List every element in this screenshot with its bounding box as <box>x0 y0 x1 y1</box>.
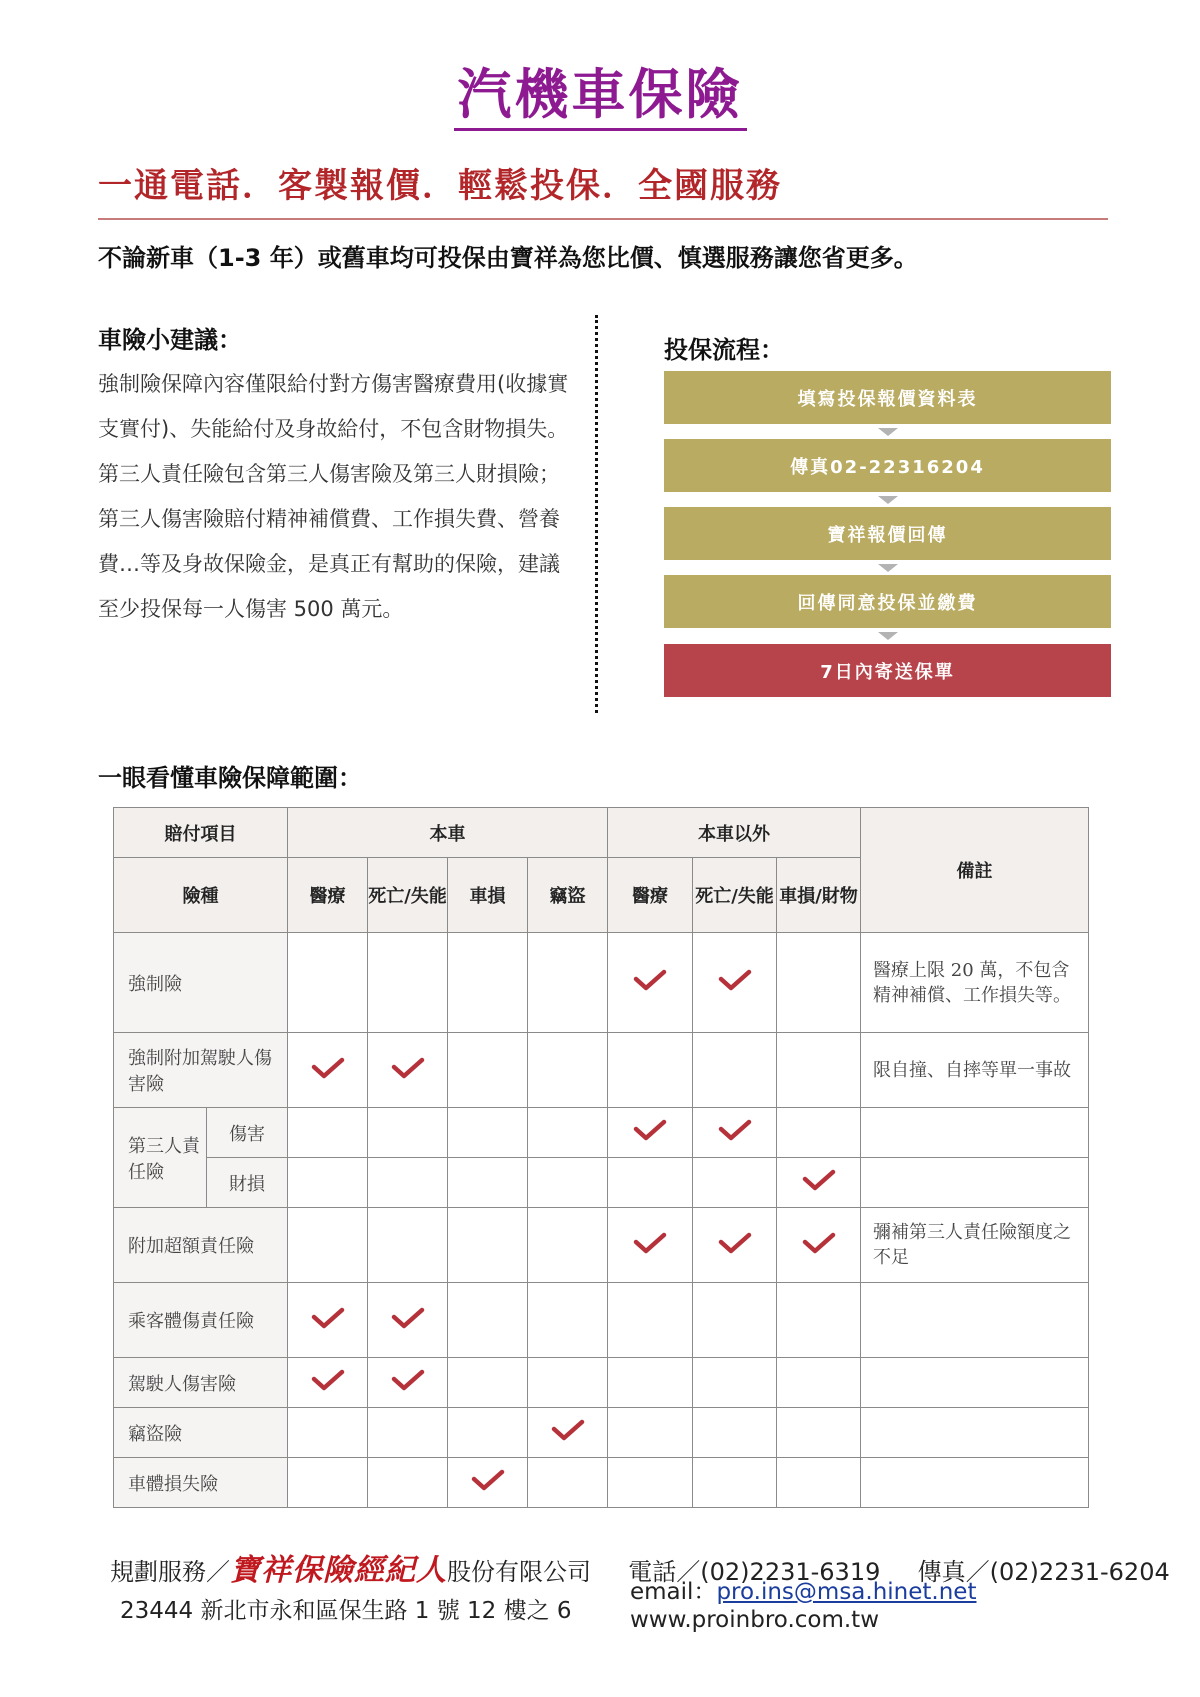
table-cell <box>608 1283 693 1358</box>
table-cell <box>861 1158 1089 1208</box>
header-own-theft: 竊盜 <box>528 858 608 933</box>
down-arrow-icon <box>878 632 898 640</box>
flow-step-3: 寶祥報價回傳 <box>664 507 1111 560</box>
table-cell <box>777 1408 861 1458</box>
check-icon <box>311 1368 345 1392</box>
header-other-medical: 醫療 <box>608 858 693 933</box>
table-cell <box>288 1208 368 1283</box>
check-icon <box>391 1368 425 1392</box>
row-label-compulsory: 強制險 <box>114 933 288 1033</box>
tips-body <box>98 362 580 632</box>
table-cell <box>608 1033 693 1108</box>
table-cell <box>777 1458 861 1508</box>
table-cell <box>777 1033 861 1108</box>
header-other: 本車以外 <box>608 808 861 858</box>
flow-step-1: 填寫投保報價資料表 <box>664 371 1111 424</box>
divider <box>98 218 1108 220</box>
coverage-cell <box>608 1108 693 1158</box>
coverage-cell <box>448 1458 528 1508</box>
table-cell <box>861 1358 1089 1408</box>
table-cell <box>528 1033 608 1108</box>
coverage-table-wrapper <box>113 807 1088 1508</box>
table-cell <box>448 1358 528 1408</box>
down-arrow-icon <box>878 564 898 572</box>
table-cell <box>693 1458 777 1508</box>
table-cell <box>528 1458 608 1508</box>
table-cell <box>368 1158 448 1208</box>
row-label-third-party: 第三人責任險 <box>114 1108 207 1208</box>
table-cell <box>448 1408 528 1458</box>
row-label-body: 車體損失險 <box>114 1458 288 1508</box>
check-icon <box>311 1306 345 1330</box>
flow-step-4: 回傳同意投保並繳費 <box>664 575 1111 628</box>
table-cell <box>448 933 528 1033</box>
header-type: 險種 <box>114 858 288 933</box>
footer-email-label: email： <box>630 1579 717 1605</box>
down-arrow-icon <box>878 428 898 436</box>
website-link[interactable]: www.proinbro.com.tw <box>630 1607 880 1633</box>
table-cell <box>693 1358 777 1408</box>
vertical-divider <box>595 315 598 713</box>
coverage-cell <box>368 1033 448 1108</box>
header-own-damage: 車損 <box>448 858 528 933</box>
table-cell <box>288 1158 368 1208</box>
email-link[interactable]: pro.ins@msa.hinet.net <box>716 1579 977 1605</box>
table-cell <box>368 1108 448 1158</box>
footer-contact <box>630 1578 976 1634</box>
table-cell <box>368 1208 448 1283</box>
table-cell <box>528 1208 608 1283</box>
company-logo: 寶祥保險經紀人 <box>230 1553 447 1588</box>
row-label-compulsory-driver: 強制附加駕駛人傷害險 <box>114 1033 288 1108</box>
table-cell <box>608 1458 693 1508</box>
coverage-cell <box>693 933 777 1033</box>
coverage-cell <box>528 1408 608 1458</box>
check-icon <box>633 1118 667 1142</box>
header-other-property: 車損/財物 <box>777 858 861 933</box>
check-icon <box>391 1056 425 1080</box>
table-cell <box>288 933 368 1033</box>
coverage-cell <box>693 1108 777 1158</box>
note-compulsory-driver: 限自撞、自摔等單一事故 <box>861 1033 1089 1108</box>
table-cell <box>448 1208 528 1283</box>
row-label-excess: 附加超額責任險 <box>114 1208 288 1283</box>
coverage-cell <box>608 933 693 1033</box>
coverage-cell <box>777 1208 861 1283</box>
flow-step-5: 7日內寄送保單 <box>664 644 1111 697</box>
slogan: 一通電話．客製報價．輕鬆投保．全國服務 <box>98 166 782 206</box>
footer-company-suffix: 股份有限公司 <box>447 1558 591 1586</box>
coverage-cell <box>288 1358 368 1408</box>
down-arrow-icon <box>878 496 898 504</box>
check-icon <box>718 1231 752 1255</box>
table-cell <box>368 933 448 1033</box>
table-cell <box>368 1458 448 1508</box>
header-item: 賠付項目 <box>114 808 288 858</box>
check-icon <box>633 968 667 992</box>
coverage-cell <box>693 1208 777 1283</box>
header-other-death: 死亡/失能 <box>693 858 777 933</box>
table-cell <box>288 1408 368 1458</box>
coverage-cell <box>288 1033 368 1108</box>
footer-fax: 傳真／(02)2231-6204 <box>917 1558 1170 1586</box>
table-cell <box>777 1108 861 1158</box>
page-title: 汽機車保險 <box>0 52 1200 129</box>
row-label-driver: 駕駛人傷害險 <box>114 1358 288 1408</box>
table-cell <box>288 1458 368 1508</box>
header-note: 備註 <box>861 808 1089 933</box>
row-label-theft: 竊盜險 <box>114 1408 288 1458</box>
table-cell <box>777 933 861 1033</box>
check-icon <box>718 968 752 992</box>
row-sublabel-property: 財損 <box>207 1158 288 1208</box>
table-cell <box>528 1108 608 1158</box>
note-excess: 彌補第三人責任險額度之不足 <box>861 1208 1089 1283</box>
tips-title: 車險小建議： <box>98 326 242 354</box>
row-sublabel-injury: 傷害 <box>207 1108 288 1158</box>
check-icon <box>551 1418 585 1442</box>
table-cell <box>777 1358 861 1408</box>
check-icon <box>718 1118 752 1142</box>
note-compulsory: 醫療上限 20 萬，不包含精神補償、工作損失等。 <box>861 933 1089 1033</box>
table-cell <box>528 1283 608 1358</box>
check-icon <box>471 1468 505 1492</box>
header-own-car: 本車 <box>288 808 608 858</box>
header-own-medical: 醫療 <box>288 858 368 933</box>
table-cell <box>528 1358 608 1408</box>
table-cell <box>448 1033 528 1108</box>
table-cell <box>528 933 608 1033</box>
table-cell <box>608 1408 693 1458</box>
header-own-death: 死亡/失能 <box>368 858 448 933</box>
table-cell <box>861 1408 1089 1458</box>
flow-step-2: 傳真02-22316204 <box>664 439 1111 492</box>
table-cell <box>777 1283 861 1358</box>
table-cell <box>693 1158 777 1208</box>
table-cell <box>861 1283 1089 1358</box>
footer-phone: 電話／(02)2231-6319 <box>628 1558 881 1586</box>
table-cell <box>861 1458 1089 1508</box>
check-icon <box>802 1168 836 1192</box>
tips-paragraph-2: 第三人責任險包含第三人傷害險及第三人財損險；第三人傷害險賠付精神補償費、工作損失費、營養費…等及身故保險金，是真正有幫助的保險，建議至少投保每一人傷害 500 萬元。 <box>98 462 560 621</box>
table-cell <box>608 1158 693 1208</box>
flow-title: 投保流程： <box>664 336 784 364</box>
table-cell <box>693 1283 777 1358</box>
table-cell <box>288 1108 368 1158</box>
table-cell <box>693 1033 777 1108</box>
footer-planning-label: 規劃服務／ <box>110 1558 230 1586</box>
check-icon <box>311 1056 345 1080</box>
footer-address: 23444 新北市永和區保生路 1 號 12 樓之 6 <box>120 1598 572 1624</box>
table-cell <box>448 1108 528 1158</box>
check-icon <box>633 1231 667 1255</box>
tips-paragraph-1: 強制險保障內容僅限給付對方傷害醫療費用(收據實支實付)、失能給付及身故給付，不包含財物損失。 <box>98 372 569 441</box>
coverage-cell <box>777 1158 861 1208</box>
check-icon <box>391 1306 425 1330</box>
coverage-title: 一眼看懂車險保障範圍： <box>98 764 362 792</box>
coverage-cell <box>368 1283 448 1358</box>
intro-text: 不論新車（1-3 年）或舊車均可投保由寶祥為您比價、慎選服務讓您省更多。 <box>98 244 918 272</box>
table-cell <box>448 1158 528 1208</box>
coverage-cell <box>368 1358 448 1408</box>
table-cell <box>693 1408 777 1458</box>
table-cell <box>528 1158 608 1208</box>
coverage-cell <box>608 1208 693 1283</box>
table-cell <box>861 1108 1089 1158</box>
table-cell <box>608 1358 693 1408</box>
check-icon <box>802 1231 836 1255</box>
coverage-cell <box>288 1283 368 1358</box>
coverage-table <box>113 807 1089 1508</box>
table-cell <box>368 1408 448 1458</box>
row-label-passenger: 乘客體傷責任險 <box>114 1283 288 1358</box>
table-cell <box>448 1283 528 1358</box>
